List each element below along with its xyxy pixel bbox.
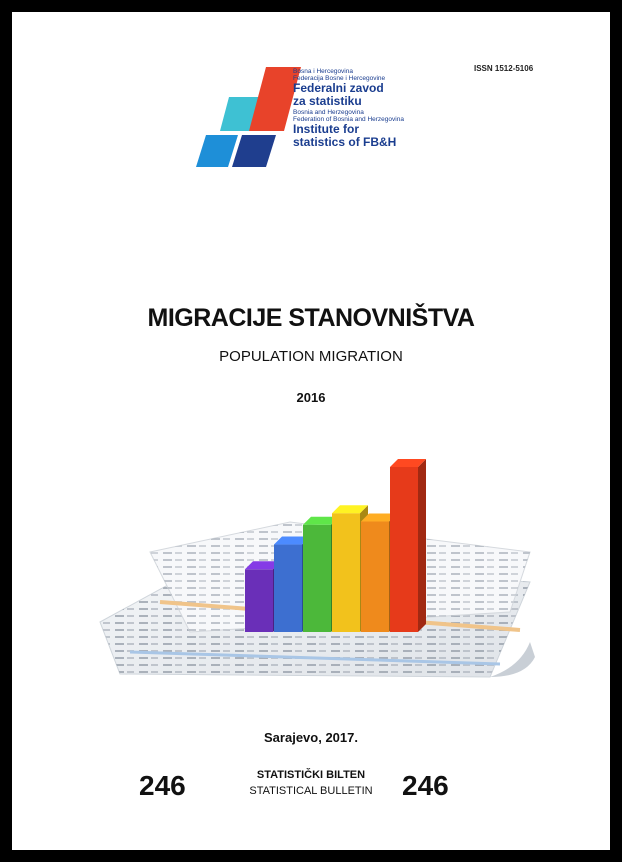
bar-chart-illustration — [90, 452, 550, 682]
org-line-3: Bosnia and Herzegovina — [293, 108, 364, 116]
publication-place-date: Sarajevo, 2017. — [264, 730, 358, 745]
org-name-local-2: za statistiku — [293, 94, 362, 109]
cover-page — [12, 12, 610, 850]
bulletin-number-left: 246 — [139, 770, 186, 801]
org-line-2: Federacija Bosne i Hercegovine — [293, 75, 386, 83]
org-line-4: Federation of Bosnia and Herzegovina — [293, 115, 404, 123]
page-subtitle: POPULATION MIGRATION — [219, 348, 403, 365]
institute-logo — [194, 67, 306, 167]
logo-navy-block — [232, 135, 276, 167]
org-line-1: Bosna i Hercegovina — [293, 68, 353, 75]
bulletin-label-local: STATISTIČKI BILTEN — [256, 769, 366, 781]
report-year: 2016 — [296, 390, 326, 405]
logo-blue-block — [196, 135, 238, 167]
page-title: MIGRACIJE STANOVNIŠTVA — [147, 304, 475, 332]
org-name-en-2: statistics of FB&H — [293, 135, 397, 150]
bulletin-number-right: 246 — [402, 770, 449, 801]
chart-bar — [390, 459, 426, 632]
institute-name-block — [293, 68, 453, 149]
issn-number: ISSN 1512-5106 — [474, 64, 534, 73]
bulletin-label — [12, 768, 610, 800]
org-name-local-1: Federalni zavod — [293, 81, 384, 96]
bulletin-label-en: STATISTICAL BULLETIN — [249, 784, 373, 797]
org-name-en-1: Institute for — [293, 121, 359, 136]
